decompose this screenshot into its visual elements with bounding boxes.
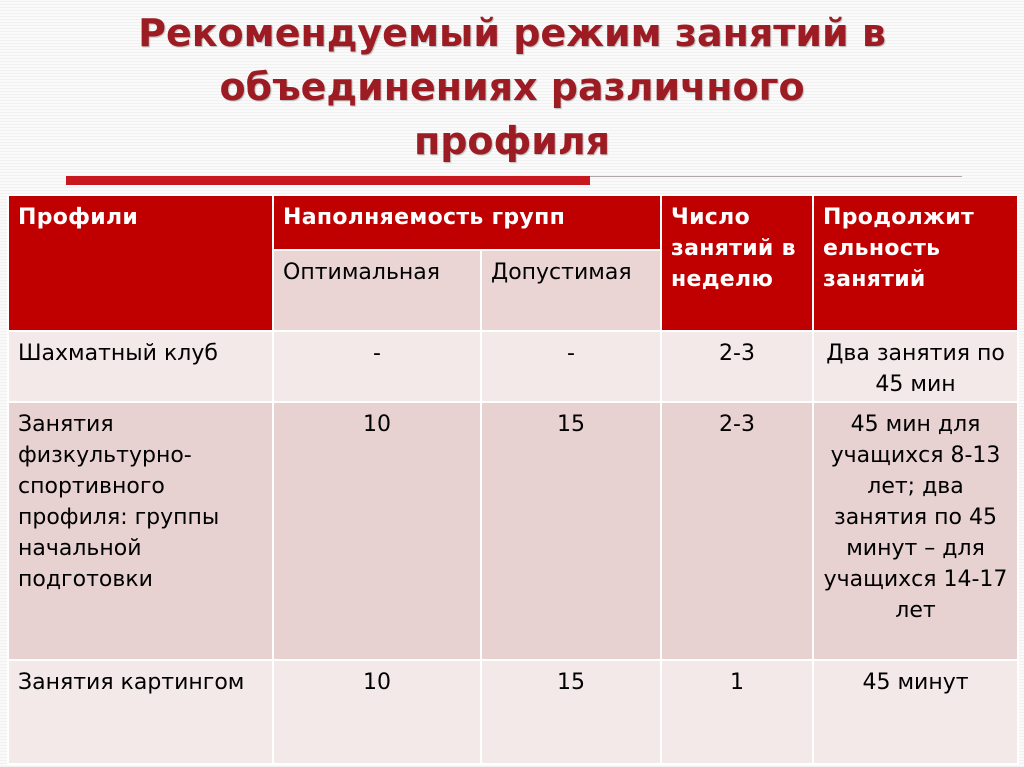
header-profiles: Профили [8, 195, 273, 331]
acceptable-cell: 15 [481, 402, 661, 660]
header-duration: Продолжит ельность занятий [813, 195, 1018, 331]
title-underline-thin [590, 176, 962, 177]
optimal-cell: - [273, 331, 481, 402]
title-line-1: Рекомендуемый режим занятий в [138, 11, 886, 55]
title-line-3: профиля [413, 119, 611, 163]
lessons-cell: 1 [661, 660, 813, 764]
duration-cell: 45 мин для учащихся 8-13 лет; два занятия по 45 минут – для учащихся 14-17 лет [813, 402, 1018, 660]
header-acceptable: Допустимая [481, 250, 661, 331]
profile-cell: Занятия картингом [8, 660, 273, 764]
title-underline-accent [66, 176, 590, 185]
table-row [8, 402, 1018, 660]
duration-cell: 45 минут [813, 660, 1018, 764]
header-row [8, 195, 1018, 250]
table-row [8, 660, 1018, 764]
schedule-table [7, 194, 1019, 765]
optimal-cell: 10 [273, 660, 481, 764]
acceptable-cell: 15 [481, 660, 661, 764]
acceptable-cell: - [481, 331, 661, 402]
lessons-cell: 2-3 [661, 331, 813, 402]
slide-title [0, 6, 1024, 168]
header-group-fill: Наполняемость групп [273, 195, 661, 250]
table-row [8, 331, 1018, 402]
header-optimal: Оптимальная [273, 250, 481, 331]
optimal-cell: 10 [273, 402, 481, 660]
header-lessons-per-week: Число занятий в неделю [661, 195, 813, 331]
title-line-2: объединениях различного [219, 65, 805, 109]
profile-cell: Шахматный клуб [8, 331, 273, 402]
lessons-cell: 2-3 [661, 402, 813, 660]
profile-cell: Занятия физкультурно-спортивного профиля: группы начальной подготовки [8, 402, 273, 660]
duration-cell: Два занятия по 45 мин [813, 331, 1018, 402]
